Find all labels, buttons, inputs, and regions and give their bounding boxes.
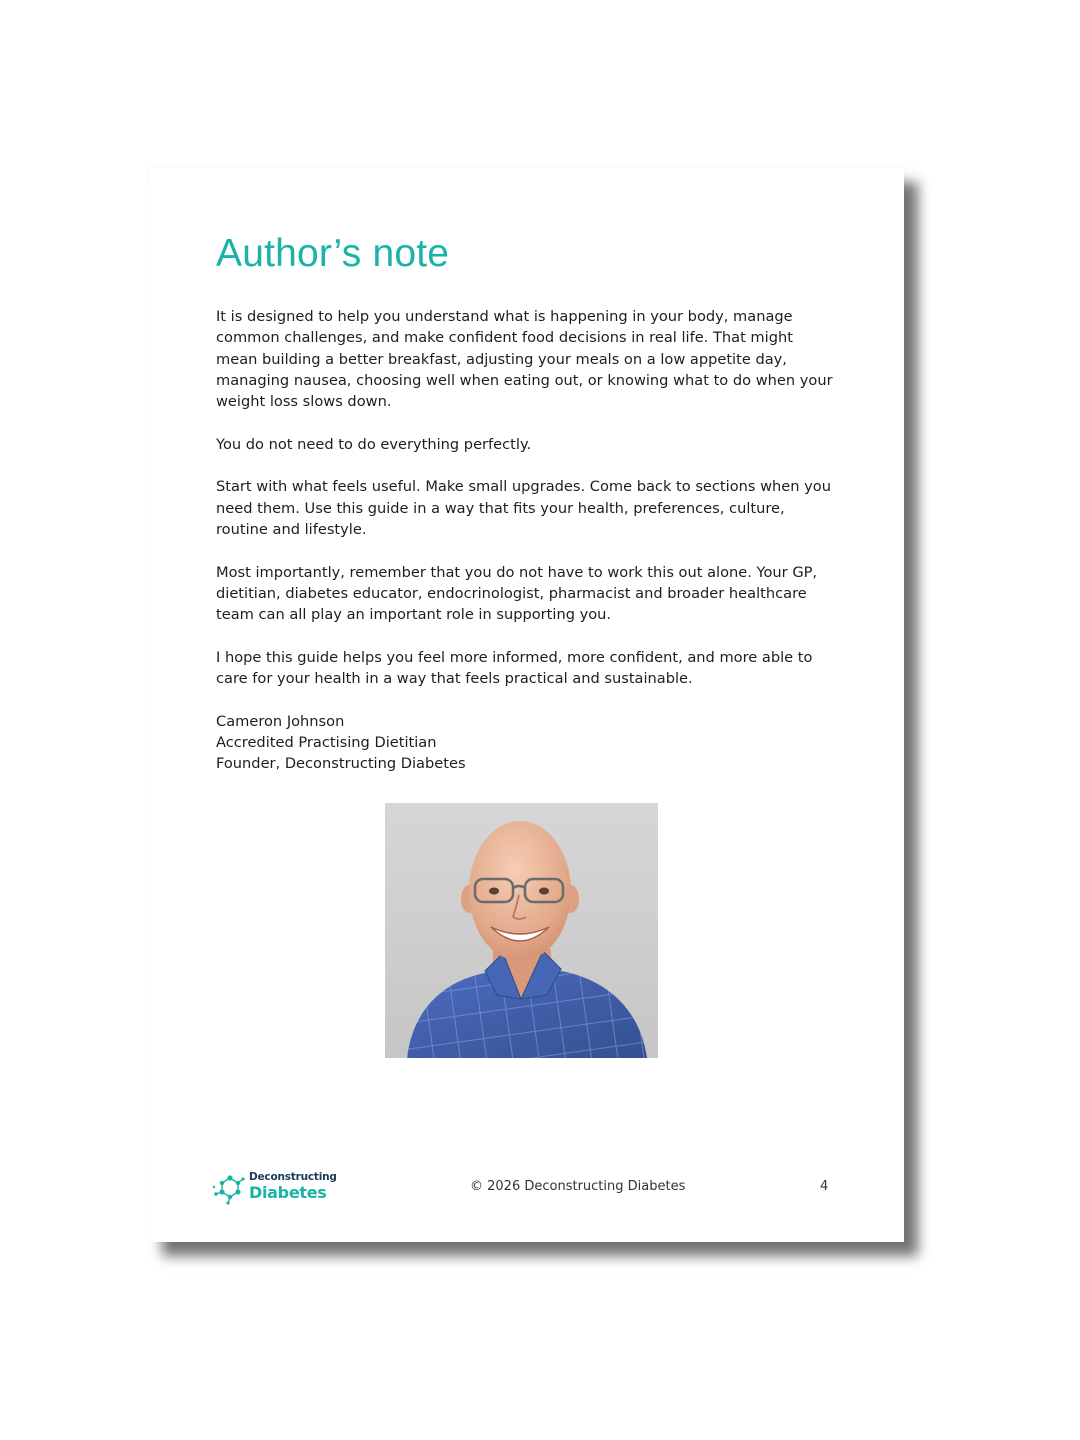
footer-copyright: © 2026 Deconstructing Diabetes (470, 1179, 686, 1194)
molecule-logo-icon (212, 1170, 248, 1206)
signature-org: Founder, Deconstructing Diabetes (216, 755, 466, 773)
signature-role: Accredited Practising Dietitian (216, 733, 437, 751)
paragraph: Most importantly, remember that you do not have to work this out alone. Your GP, dietitian, diabetes educator, endocrinologist, pharmacist and broader healthcare team can all play an important role in supporting you. (216, 563, 818, 624)
logo-text-diabetes: Diabetes (249, 1183, 327, 1202)
paragraph: Start with what feels useful. Make small upgrades. Come back to sections when you need them. Use this guide in a way that fits your health, preferences, culture, routine and lifestyle. (216, 478, 831, 538)
page-number: 4 (820, 1179, 829, 1194)
paragraph: I hope this guide helps you feel more informed, more confident, and more able to care for your health in a way that feels practical and sustainable. (216, 648, 813, 688)
signature-name: Cameron Johnson (216, 712, 345, 730)
footer-logo (212, 1170, 337, 1206)
page-title: Author’s note (216, 232, 450, 275)
document-page (148, 168, 904, 1242)
author-portrait (385, 803, 658, 1058)
author-note-body (216, 306, 836, 775)
paragraph: It is designed to help you understand what is happening in your body, manage common challenges, and make confident food decisions in real life. That might mean building a better breakfast, adjusting your meals on a low appetite day, managing nausea, choosing well when eating out, or knowing what to do when your weight loss slows down. (216, 308, 833, 411)
signature-block (216, 711, 836, 775)
paragraph: You do not need to do everything perfectly. (216, 435, 532, 453)
logo-text-deconstructing: Deconstructing (249, 1171, 337, 1183)
